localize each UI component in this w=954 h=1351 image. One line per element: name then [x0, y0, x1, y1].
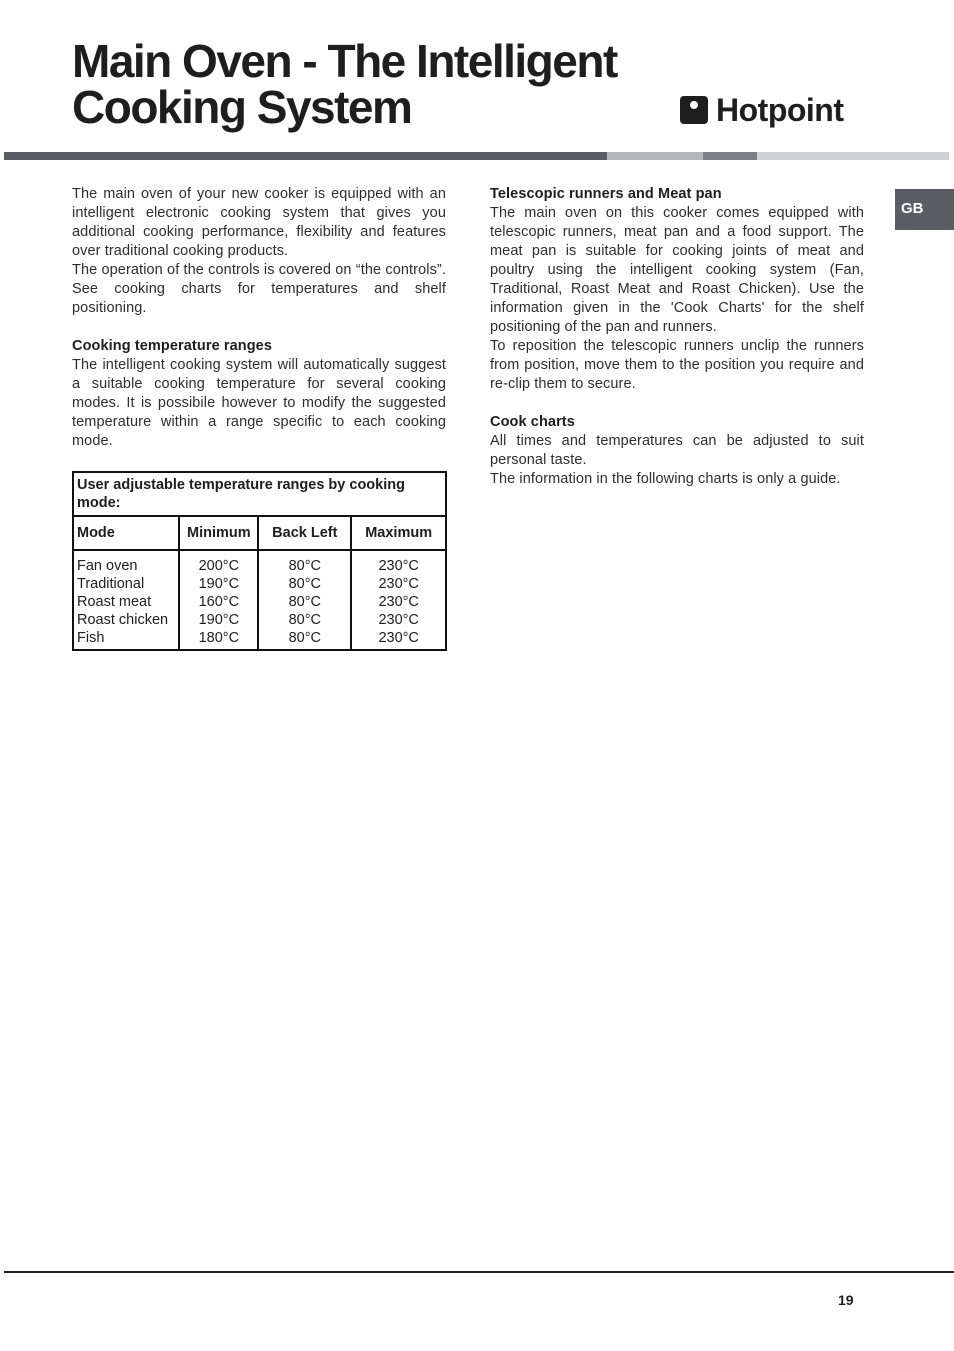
- table-caption: User adjustable temperature ranges by cooking mode:: [73, 472, 446, 516]
- page-title-line-1: Main Oven - The Intelligent: [72, 35, 617, 87]
- hotpoint-logo: [680, 92, 844, 128]
- ranges-heading: Cooking temperature ranges: [72, 338, 273, 354]
- table-cell: Roast chicken: [77, 612, 169, 628]
- language-tab: GB: [895, 189, 954, 230]
- table-cell: 80°C: [288, 630, 322, 646]
- header-bar-segment: [757, 152, 949, 160]
- table-cell: 80°C: [288, 558, 322, 574]
- brand-name: Hotpoint: [716, 91, 844, 128]
- table-cell: Roast meat: [77, 594, 152, 610]
- table-cell: 190°C: [198, 576, 240, 592]
- runners-paragraph: To reposition the telescopic runners unclip the runners from position, move them to the position you require and re-clip them to secure.: [490, 338, 864, 392]
- runners-paragraph: The main oven on this cooker comes equipped with telescopic runners, meat pan and a food support. The meat pan is suitable for cooking joints of meat and poultry using the intelligent cooking system (Fan, Traditional, Roast Meat and Roast Chicken). Use the information given in the 'Cook Charts' for the shelf positioning of the pan and runners.: [490, 205, 864, 335]
- header-bar-segment: [607, 152, 703, 160]
- table-cell: 200°C: [198, 558, 240, 574]
- table-cell: 190°C: [198, 612, 240, 628]
- page-number: 19: [838, 1292, 854, 1308]
- table-cell: 230°C: [378, 576, 419, 592]
- table-cell: 230°C: [378, 630, 419, 646]
- table-cell: 160°C: [198, 594, 240, 610]
- header-bar-segment: [703, 152, 757, 160]
- back-left-column: [258, 550, 351, 650]
- table-cell: 80°C: [288, 612, 322, 628]
- temperature-ranges-table: [72, 471, 447, 651]
- column-header-minimum: Minimum: [179, 516, 258, 550]
- hotpoint-logo-icon: [680, 96, 708, 124]
- footer-rule: [4, 1271, 954, 1273]
- column-header-maximum: Maximum: [351, 516, 446, 550]
- column-header-back-left: Back Left: [258, 516, 351, 550]
- runners-heading: Telescopic runners and Meat pan: [490, 186, 722, 202]
- cook-charts-paragraph: The information in the following charts is only a guide.: [490, 471, 841, 487]
- column-header-mode: Mode: [73, 516, 179, 550]
- maximum-column: [351, 550, 446, 650]
- table-cell: 230°C: [378, 594, 419, 610]
- table-cell: Fish: [77, 630, 105, 646]
- header-bar-segment: [4, 152, 607, 160]
- ranges-paragraph: The intelligent cooking system will automatically suggest a suitable cooking temperature for several cooking modes. It is possibile however to modify the suggested temperature within a range specific to each cooking mode.: [72, 357, 446, 449]
- table-cell: 230°C: [378, 612, 419, 628]
- table-cell: 180°C: [198, 630, 240, 646]
- page-title-line-2: Cooking System: [72, 81, 412, 133]
- cook-charts-paragraph: All times and temperatures can be adjusted to suit personal taste.: [490, 433, 864, 468]
- table-cell: Traditional: [77, 576, 145, 592]
- intro-paragraph: The main oven of your new cooker is equipped with an intelligent electronic cooking system that gives you additional cooking performance, flexibility and features over traditional cooking products.: [72, 186, 446, 259]
- cook-charts-heading: Cook charts: [490, 414, 575, 430]
- table-cell: 80°C: [288, 594, 322, 610]
- table-cell: 230°C: [378, 558, 419, 574]
- right-column: [490, 185, 864, 489]
- minimum-column: [179, 550, 258, 650]
- table-cell: 80°C: [288, 576, 322, 592]
- table-cell: Fan oven: [77, 558, 138, 574]
- mode-column: [73, 550, 179, 650]
- page-title: [72, 35, 617, 133]
- intro-paragraph: The operation of the controls is covered on “the controls”. See cooking charts for temperatures and shelf positioning.: [72, 262, 446, 316]
- left-column: [72, 185, 446, 451]
